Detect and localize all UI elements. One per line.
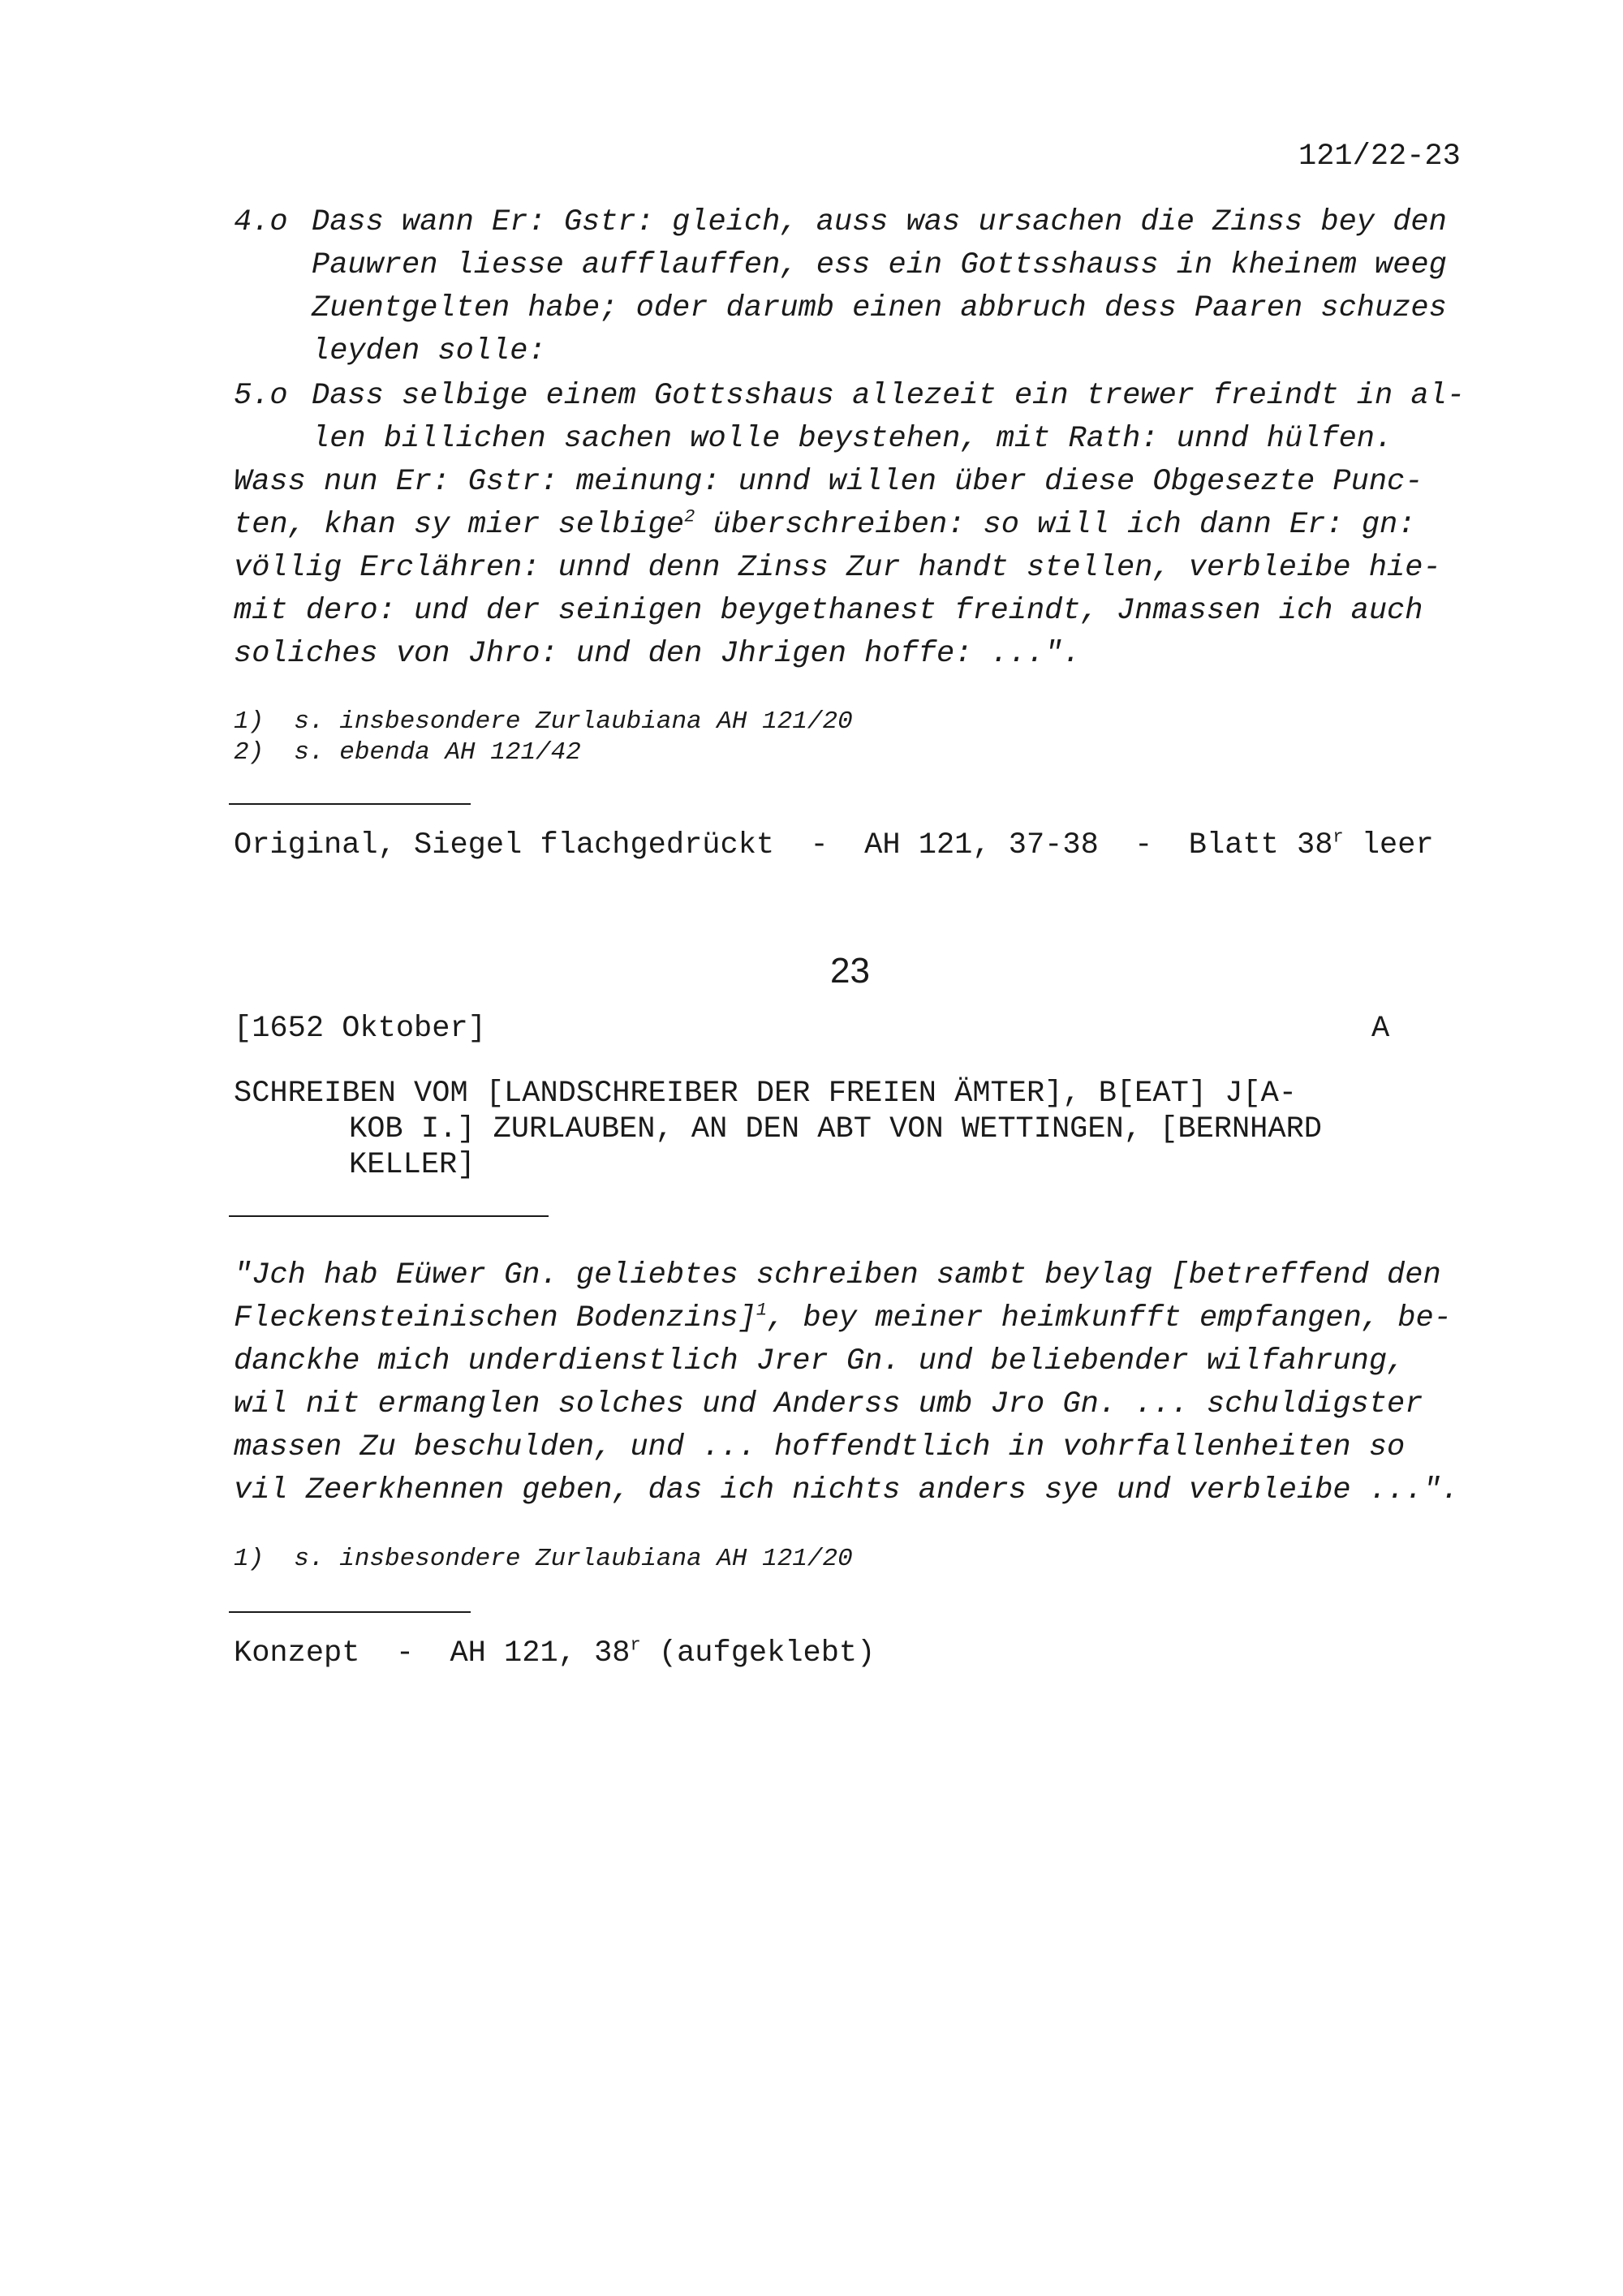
letter-text-line: soliches von Jhro: und den Jhrigen hoffe: ...". — [234, 637, 1081, 671]
source-note — [234, 1632, 875, 1675]
document-title-line: KOB I.] ZURLAUBEN, AN DEN ABT VON WETTINGEN, [BERNHARD — [349, 1112, 1322, 1146]
footnote: 1) s. insbesondere Zurlaubiana AH 121/20 — [234, 707, 853, 736]
document-type: A — [1371, 1012, 1390, 1046]
text-segment: überschreiben: so will ich dann Er: gn: — [695, 508, 1416, 542]
letter-text-line: Wass nun Er: Gstr: meinung: unnd willen über diese Obgesezte Punc- — [234, 465, 1423, 499]
separator-rule — [229, 803, 471, 805]
footnote: 2) s. ebenda AH 121/42 — [234, 738, 581, 767]
text-segment: ten, khan sy mier selbige — [234, 508, 685, 542]
point-5-line: len billichen sachen wolle beystehen, mit Rath: unnd hülfen. — [312, 422, 1393, 456]
document-title-line: KELLER] — [349, 1148, 476, 1182]
letter-text-line: völlig Erclähren: unnd denn Zinss Zur handt stellen, verbleibe hie- — [234, 551, 1441, 585]
text-segment: leer — [1343, 828, 1434, 862]
separator-rule — [229, 1611, 471, 1613]
letter-text-line — [234, 504, 1415, 547]
letter-text-line: mit dero: und der seinigen beygethanest freindt, Jnmassen ich auch — [234, 594, 1423, 628]
letter-text-line: vil Zeerkhennen geben, das ich nichts anders sye und verbleibe ...". — [234, 1473, 1459, 1507]
separator-rule — [229, 1215, 549, 1217]
document-number: 23 — [830, 951, 870, 991]
point-4-line: Zuentgelten habe; oder darumb einen abbruch dess Paaren schuzes — [312, 291, 1447, 325]
point-4-line: Pauwren liesse aufflauffen, ess ein Gottsshauss in kheinem weeg — [312, 248, 1447, 282]
text-segment: Original, Siegel flachgedrückt - AH 121, 37-38 - Blatt 38 — [234, 828, 1333, 862]
footnote-marker: 1 — [756, 1300, 768, 1321]
page-reference: 121/22-23 — [1298, 140, 1461, 174]
text-segment: , bey meiner heimkunfft empfangen, be- — [767, 1301, 1452, 1335]
letter-text-line: massen Zu beschulden, und ... hoffendtlich in vohrfallenheiten so — [234, 1430, 1406, 1464]
letter-text-line: danckhe mich underdienstlich Jrer Gn. und beliebender wilfahrung, — [234, 1344, 1406, 1378]
superscript: r — [1332, 827, 1344, 848]
point-4-line: Dass wann Er: Gstr: gleich, auss was ursachen die Zinss bey den — [312, 205, 1447, 239]
source-note — [234, 824, 1434, 867]
letter-text-line: wil nit ermanglen solches und Anderss umb Jro Gn. ... schuldigster — [234, 1387, 1423, 1421]
document-title-line: SCHREIBEN VOM [LANDSCHREIBER DER FREIEN ÄMTER], B[EAT] J[A- — [234, 1077, 1298, 1111]
point-5-line: Dass selbige einem Gottsshaus allezeit ein trewer freindt in al- — [312, 379, 1466, 413]
point-4-line: leyden solle: — [312, 334, 546, 368]
footnote-marker: 2 — [684, 506, 695, 527]
text-segment: Fleckensteinischen Bodenzins] — [234, 1301, 756, 1335]
superscript: r — [630, 1635, 641, 1656]
footnote: 1) s. insbesondere Zurlaubiana AH 121/20 — [234, 1545, 853, 1573]
letter-text-line — [234, 1297, 1452, 1340]
document-date: [1652 Oktober] — [234, 1012, 486, 1046]
point-5-number: 5.o — [234, 379, 288, 413]
point-4-number: 4.o — [234, 205, 288, 239]
text-segment: Konzept - AH 121, 38 — [234, 1636, 631, 1670]
text-segment: (aufgeklebt) — [640, 1636, 876, 1670]
letter-text-line: "Jch hab Eüwer Gn. geliebtes schreiben sambt beylag [betreffend den — [234, 1258, 1441, 1292]
